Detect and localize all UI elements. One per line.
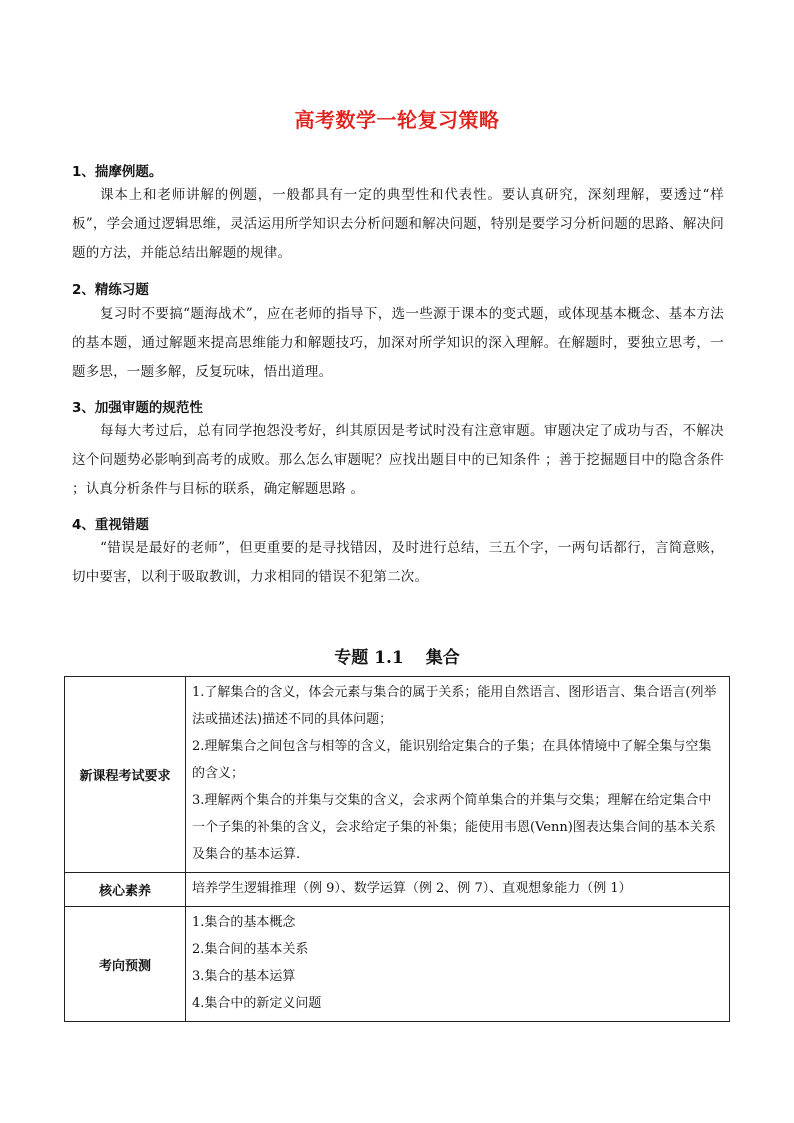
forecast-item: 3.集合的基本运算 bbox=[192, 969, 296, 984]
table-row bbox=[65, 677, 730, 873]
row-content-forecast bbox=[186, 907, 730, 1022]
requirement-item: 3.理解两个集合的并集与交集的含义，会求两个简单集合的并集与交集；理解在给定集合中一个子集的补集的含义，会求给定子集的补集；能使用韦恩(Venn)图表达集合间的基本关系及集合的基本运算. bbox=[192, 793, 716, 862]
row-content-requirements bbox=[186, 677, 730, 873]
core-literacy-text: 培养学生逻辑推理（例 9）、数学运算（例 2、例 7）、直观想象能力（例 1） bbox=[192, 881, 632, 896]
section-3-heading: 3、加强审题的规范性 bbox=[72, 400, 203, 416]
table-row bbox=[65, 907, 730, 1022]
requirement-item: 1.了解集合的含义，体会元素与集合的属于关系；能用自然语言、图形语言、集合语言(列举法或描述法)描述不同的具体问题； bbox=[192, 685, 717, 727]
row-label-forecast: 考向预测 bbox=[65, 907, 186, 1022]
topic-number: 专题 1.1 bbox=[334, 648, 404, 668]
requirement-item: 2.理解集合之间包含与相等的含义，能识别给定集合的子集；在具体情境中了解全集与空集的含义； bbox=[192, 739, 712, 781]
row-label-requirements: 新课程考试要求 bbox=[65, 677, 186, 873]
section-1-body: 课本上和老师讲解的例题，一般都具有一定的典型性和代表性。要认真研究，深刻理解，要透过“样板”，学会通过逻辑思维，灵活运用所学知识去分析问题和解决问题，特别是要学习分析问题的思路、解决问题的方法，并能总结出解题的规律。 bbox=[72, 187, 724, 261]
row-content-core-literacy bbox=[186, 873, 730, 907]
forecast-item: 2.集合间的基本关系 bbox=[192, 942, 309, 957]
section-1-heading: 1、揣摩例题。 bbox=[72, 164, 163, 180]
forecast-item: 4.集合中的新定义问题 bbox=[192, 996, 322, 1011]
forecast-item: 1.集合的基本概念 bbox=[192, 915, 296, 930]
row-label-core-literacy: 核心素养 bbox=[65, 873, 186, 907]
topic-name: 集合 bbox=[425, 648, 460, 668]
requirements-table bbox=[64, 676, 730, 1022]
page-title: 高考数学一轮复习策略 bbox=[294, 108, 500, 132]
section-4-body: “错误是最好的老师”，但更重要的是寻找错因，及时进行总结，三五个字，一两句话都行，言简意赅，切中要害，以利于吸取教训，力求相同的错误不犯第二次。 bbox=[72, 540, 724, 585]
section-4-heading: 4、重视错题 bbox=[72, 517, 149, 533]
section-2-body: 复习时不要搞“题海战术”，应在老师的指导下，选一些源于课本的变式题，或体现基本概念、基本方法的基本题，通过解题来提高思维能力和解题技巧，加深对所学知识的深入理解。在解题时，要独立思考，一题多思，一题多解，反复玩味，悟出道理。 bbox=[72, 306, 724, 380]
topic-title bbox=[0, 643, 794, 668]
section-3-body: 每每大考过后，总有同学抱怨没考好，纠其原因是考试时没有注意审题。审题决定了成功与否，不解决这个问题势必影响到高考的成败。那么怎么审题呢？应找出题目中的已知条件 ；善于挖掘题目中的隐含条件 ；认真分析条件与目标的联系，确定解题思路 。 bbox=[72, 423, 724, 497]
table-row bbox=[65, 873, 730, 907]
section-2-heading: 2、精练习题 bbox=[72, 282, 149, 298]
